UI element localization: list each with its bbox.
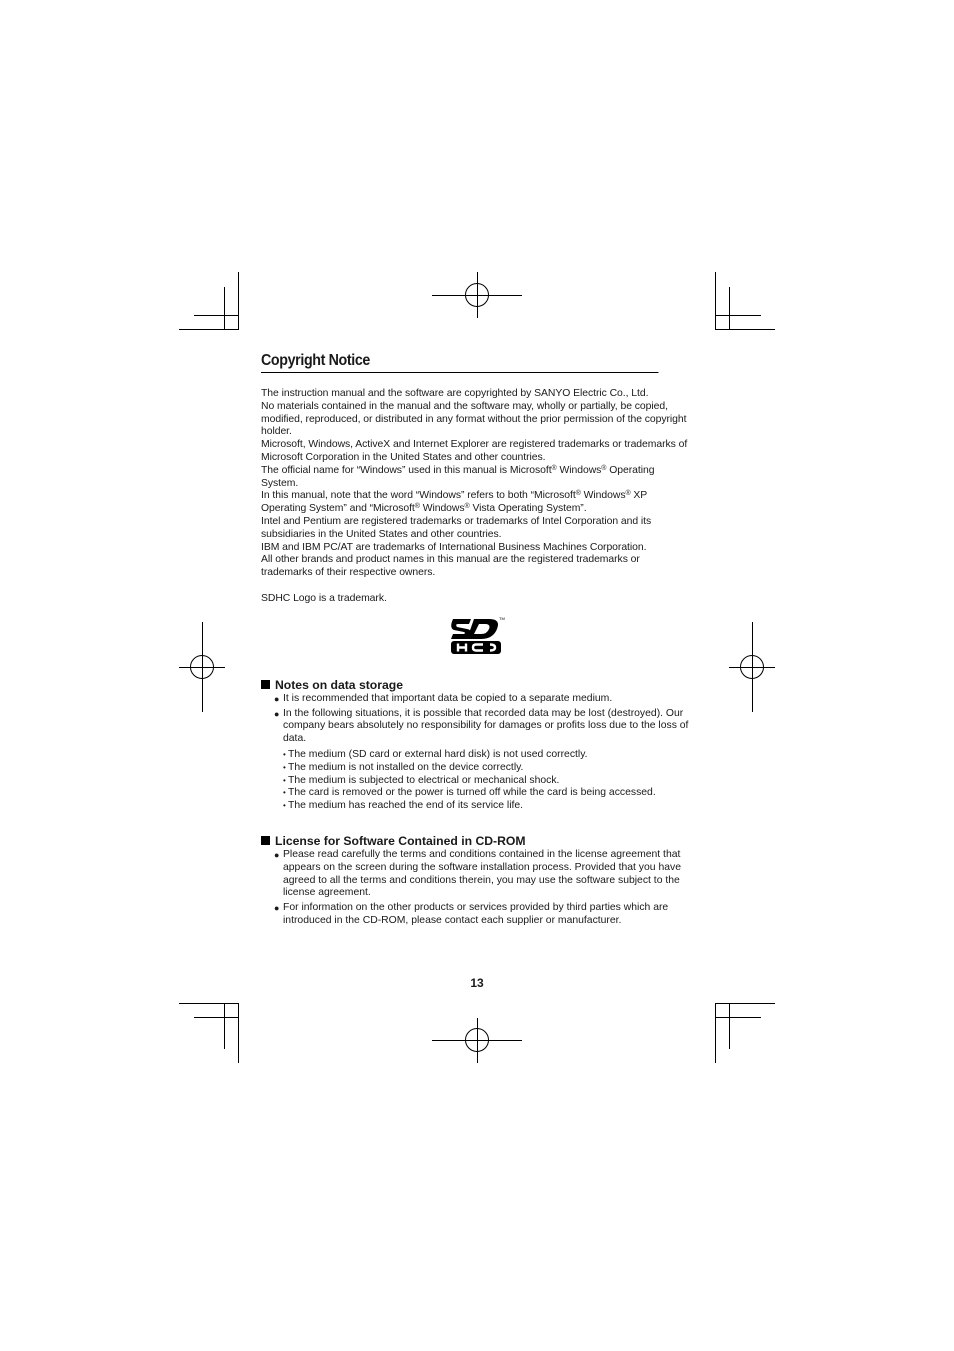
crop-mark <box>715 272 716 330</box>
list-item <box>261 708 693 813</box>
paragraph: The instruction manual and the software are copyrighted by SANYO Electric Co., Ltd. <box>261 388 649 399</box>
sub-list-item <box>283 787 693 800</box>
sub-list-item-text: The medium (SD card or external hard disk) is not used correctly. <box>288 748 588 760</box>
registered-mark: ® <box>601 464 607 472</box>
text-run: Windows <box>419 503 465 515</box>
list-item <box>261 849 693 900</box>
crop-mark <box>224 287 225 330</box>
bullet-icon: ● <box>274 708 280 719</box>
text-run: In this manual, note that the word “Windows” refers to both “Microsoft <box>261 490 576 502</box>
crop-mark <box>224 1003 225 1049</box>
registered-mark: ® <box>575 490 581 498</box>
bullet-icon: ● <box>274 903 280 914</box>
text-run: Windows <box>580 490 626 502</box>
section-title: Notes on data storage <box>275 677 403 692</box>
square-bullet-icon <box>261 680 270 689</box>
bullet-list <box>261 849 693 928</box>
sub-bullet-icon: • <box>283 775 286 785</box>
registration-mark <box>465 1028 489 1052</box>
crop-mark <box>194 315 238 316</box>
paragraph: All other brands and product names in this manual are the registered trademarks or trademarks of their respective owners. <box>261 554 640 579</box>
text-run: Windows <box>556 464 602 476</box>
crop-mark <box>715 1003 716 1063</box>
paragraph: SDHC Logo is a trademark. <box>261 592 387 604</box>
bullet-list <box>261 693 693 813</box>
trademark-symbol: TM <box>499 615 505 621</box>
registered-mark: ® <box>464 503 470 511</box>
text-run: Operating System. <box>261 464 655 489</box>
crop-mark <box>715 1003 775 1004</box>
registered-mark: ® <box>551 464 557 472</box>
copyright-text <box>261 388 693 606</box>
text-run: The official name for “Windows” used in this manual is Microsoft <box>261 464 552 476</box>
registered-mark: ® <box>625 490 631 498</box>
list-item-text: Please read carefully the terms and conditions contained in the license agreement that appears on the screen during the software installation process. Provided that you have agreed to all the terms and conditions therein, you may use the software subject to the license agreement. <box>283 848 681 899</box>
sub-list-item-text: The medium has reached the end of its service life. <box>288 800 524 812</box>
paragraph <box>261 465 693 491</box>
list-item-text: For information on the other products or services provided by third parties which are introduced in the CD-ROM, please contact each supplier or manufacturer. <box>283 902 669 926</box>
paragraph: Intel and Pentium are registered trademarks or trademarks of Intel Corporation and its subsidiaries in the United States and other countries. <box>261 515 652 540</box>
sub-bullet-icon: • <box>283 788 286 798</box>
crop-mark <box>238 1003 239 1063</box>
logo-container <box>261 615 693 655</box>
crop-mark <box>715 315 761 316</box>
text-run: XP Operating System” and “Microsoft <box>261 490 647 515</box>
crop-mark <box>179 1003 238 1004</box>
section-title: License for Software Contained in CD-ROM <box>275 833 526 848</box>
registration-mark <box>740 655 764 679</box>
paragraph: No materials contained in the manual and the software may, wholly or partially, be copied, modified, reproduced, or distributed in any format without the prior permission of the copyright holder. <box>261 400 687 438</box>
sub-list-item <box>283 800 693 813</box>
sdhc-logo <box>449 615 505 655</box>
text-run: Vista Operating System”. <box>469 503 587 515</box>
crop-mark <box>715 329 775 330</box>
crop-mark <box>238 272 239 330</box>
registered-mark: ® <box>414 503 420 511</box>
bullet-icon: ● <box>274 849 280 860</box>
sub-list-item <box>283 762 693 775</box>
crop-mark <box>179 329 238 330</box>
sub-bullet-icon: • <box>283 762 286 772</box>
page-content <box>261 352 693 930</box>
registration-mark <box>465 283 489 307</box>
registration-mark <box>190 655 214 679</box>
list-item-text: In the following situations, it is possible that recorded data may be lost (destroyed). Our company bears absolutely no responsibility for damages or profits loss due to the loss of data. <box>283 707 689 745</box>
section-heading <box>261 678 693 692</box>
page-title: Copyright Notice <box>261 352 658 373</box>
paragraph: Microsoft, Windows, ActiveX and Internet Explorer are registered trademarks or trademarks of Microsoft Corporation in the United States and other countries. <box>261 439 688 463</box>
sub-list-item-text: The card is removed or the power is turned off while the card is being accessed. <box>288 787 656 799</box>
bullet-icon: ● <box>274 693 280 704</box>
paragraph <box>261 490 693 516</box>
crop-mark <box>715 1017 761 1018</box>
sub-list-item <box>283 775 693 788</box>
list-item <box>261 693 693 706</box>
square-bullet-icon <box>261 836 270 845</box>
crop-mark <box>729 1003 730 1049</box>
list-item-text: It is recommended that important data be copied to a separate medium. <box>283 692 613 704</box>
page-number: 13 <box>470 976 484 990</box>
sub-list-item-text: The medium is not installed on the device correctly. <box>288 761 524 773</box>
sub-list-item-text: The medium is subjected to electrical or mechanical shock. <box>288 774 560 786</box>
paragraph: IBM and IBM PC/AT are trademarks of International Business Machines Corporation. <box>261 541 647 553</box>
section-heading <box>261 834 693 848</box>
sub-bullet-icon: • <box>283 801 286 811</box>
sub-list <box>283 749 693 813</box>
sub-bullet-icon: • <box>283 749 286 759</box>
sub-list-item <box>283 749 693 762</box>
crop-mark <box>194 1017 238 1018</box>
list-item <box>261 902 693 928</box>
crop-mark <box>729 287 730 330</box>
